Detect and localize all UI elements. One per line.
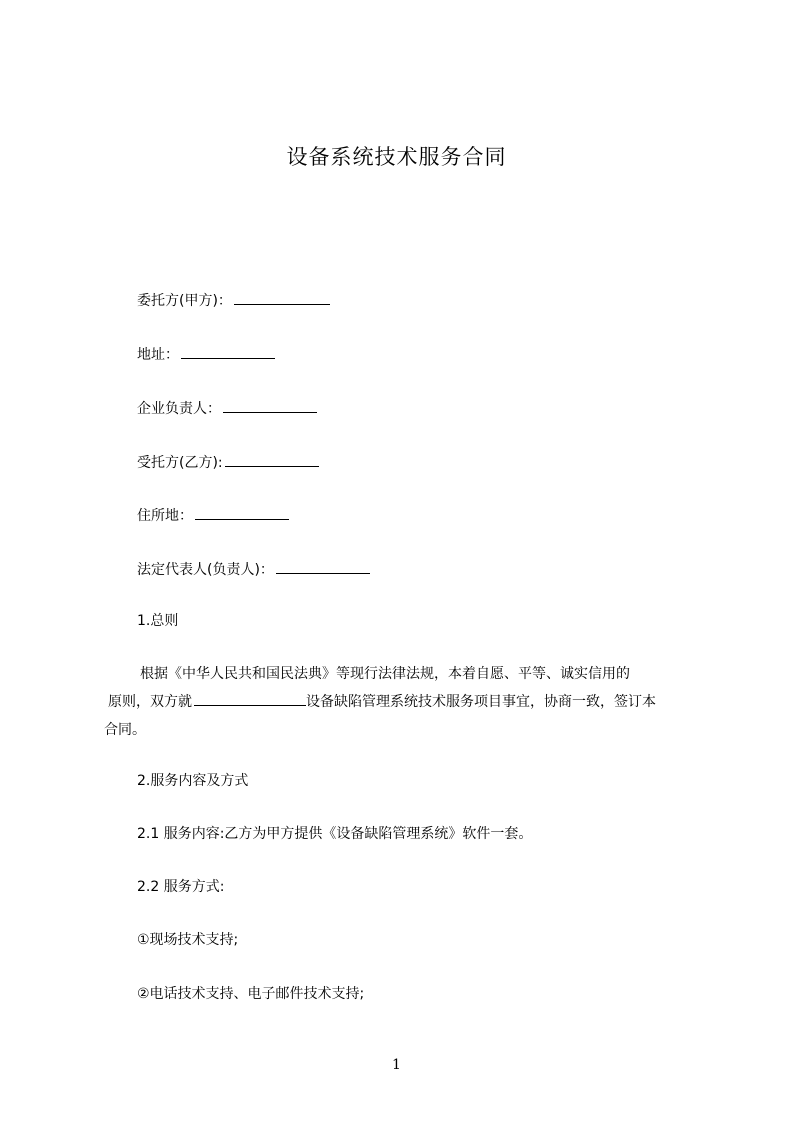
client-blank — [234, 290, 330, 305]
legal-person-label: 法定代表人(负责人)： — [137, 562, 274, 578]
service-mode-1: ①现场技术支持; — [137, 932, 239, 948]
legal-person-blank — [276, 559, 370, 574]
para-line-3: 合同。 — [104, 722, 146, 738]
item-2-2: 2.2 服务方式: — [137, 879, 225, 895]
residence-blank — [195, 505, 289, 520]
item-2-1: 2.1 服务内容:乙方为甲方提供《设备缺陷管理系统》软件一套。 — [137, 826, 533, 842]
legal-rep-label: 企业负责人： — [137, 401, 221, 417]
contractor-blank — [225, 452, 319, 467]
residence-label: 住所地： — [137, 508, 193, 524]
legal-rep-line — [137, 398, 317, 419]
para-line-1: 根据《中华人民共和国民法典》等现行法律法规，本着自愿、平等、诚实信用的 — [140, 666, 630, 682]
address-label: 地址： — [137, 347, 179, 363]
client-line — [137, 290, 330, 311]
legal-person-line — [137, 559, 370, 580]
section1-paragraph — [104, 660, 704, 744]
address-blank — [181, 344, 275, 359]
address-line — [137, 344, 275, 365]
service-mode-2: ②电话技术支持、电子邮件技术支持; — [137, 986, 365, 1002]
client-label: 委托方(甲方)： — [137, 293, 232, 309]
section1-heading: 1.总则 — [137, 613, 179, 629]
para-line-2-pre: 原则，双方就 — [108, 694, 192, 710]
section2-heading: 2.服务内容及方式 — [137, 773, 249, 789]
contractor-line — [137, 452, 319, 473]
page-number: 1 — [392, 1057, 401, 1073]
para-line-2-post: 设备缺陷管理系统技术服务项目事宜，协商一致，签订本 — [306, 694, 656, 710]
project-blank — [194, 691, 306, 706]
residence-line — [137, 505, 289, 526]
contractor-label: 受托方(乙方): — [137, 455, 223, 471]
contract-title: 设备系统技术服务合同 — [286, 145, 507, 169]
legal-rep-blank — [223, 398, 317, 413]
para-line-2 — [104, 688, 704, 716]
